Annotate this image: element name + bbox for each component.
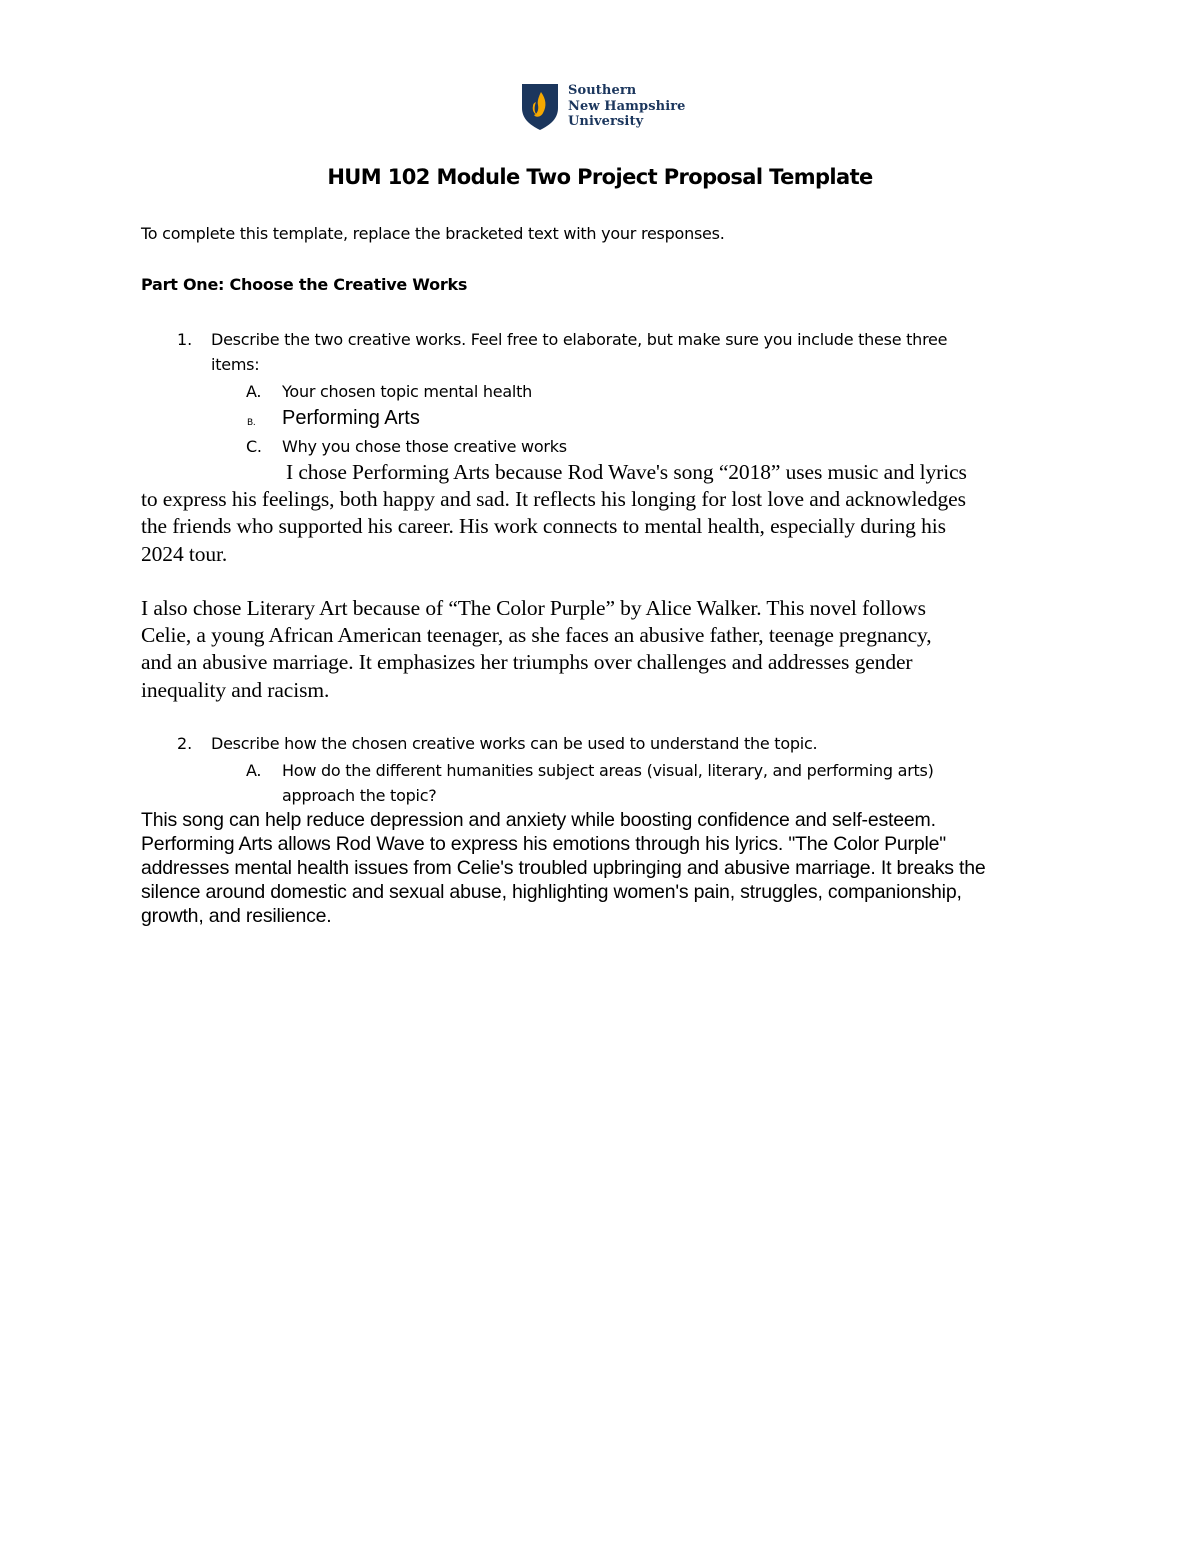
- q1-a-text: Your chosen topic mental health: [282, 382, 532, 401]
- response-line: Celie, a young African American teenager, as she faces an abusive father, teenage pregnancy,: [141, 623, 932, 648]
- response-line: 2024 tour.: [141, 541, 228, 566]
- page-title: HUM 102 Module Two Project Proposal Template: [327, 165, 873, 189]
- response-line: inequality and racism.: [141, 677, 330, 702]
- logo-line-1: Southern: [568, 83, 637, 98]
- instructions-text: To complete this template, replace the bracketed text with your responses.: [141, 224, 725, 243]
- q1-text-line-1: Describe the two creative works. Feel free to elaborate, but make sure you include these three: [211, 330, 948, 349]
- response-line: and an abusive marriage. It emphasizes her triumphs over challenges and addresses gender: [141, 650, 913, 675]
- q2-a-marker: A.: [246, 761, 262, 780]
- logo-line-3: University: [568, 114, 644, 129]
- response-line: the friends who supported his career. His work connects to mental health, especially during his: [141, 514, 946, 539]
- response-line: I also chose Literary Art because of “The Color Purple” by Alice Walker. This novel follows: [141, 596, 926, 620]
- response-line: addresses mental health issues from Celie's troubled upbringing and abusive marriage. It breaks the: [141, 857, 986, 879]
- q2-text: Describe how the chosen creative works can be used to understand the topic.: [211, 734, 818, 753]
- response-line: growth, and resilience.: [141, 905, 332, 927]
- q1-c-marker: C.: [246, 437, 262, 456]
- response-line: to express his feelings, both happy and sad. It reflects his longing for lost love and acknowledges: [141, 487, 966, 512]
- q1-response-paragraph-2: [141, 595, 1061, 704]
- q1-response-paragraph-1: [141, 459, 1061, 568]
- q2-response-paragraph: [141, 808, 1081, 928]
- response-line: I chose Performing Arts because Rod Wave's song “2018” uses music and lyrics: [286, 460, 967, 484]
- logo-line-2: New Hampshire: [568, 98, 686, 114]
- q1-text-line-2: items:: [211, 355, 260, 374]
- q1-b-marker: B.: [247, 418, 256, 428]
- response-line: Performing Arts allows Rod Wave to express his emotions through his lyrics. "The Color Purple": [141, 833, 946, 855]
- q1-a-marker: A.: [246, 382, 262, 401]
- q2-number: 2.: [177, 734, 193, 753]
- part-one-heading: Part One: Choose the Creative Works: [141, 275, 468, 294]
- q2-a-text-line-1: How do the different humanities subject areas (visual, literary, and performing arts): [282, 761, 934, 780]
- shield-flame-icon: [522, 84, 558, 130]
- q1-number: 1.: [177, 330, 193, 349]
- response-line: This song can help reduce depression and anxiety while boosting confidence and self-esteem.: [141, 809, 936, 831]
- response-line: silence around domestic and sexual abuse, highlighting women's pain, struggles, companionship,: [141, 881, 962, 903]
- q2-a-text-line-2: approach the topic?: [282, 786, 437, 805]
- snhu-logo: [522, 84, 686, 130]
- q1-c-text: Why you chose those creative works: [282, 437, 567, 456]
- q1-b-text: Performing Arts: [282, 407, 420, 429]
